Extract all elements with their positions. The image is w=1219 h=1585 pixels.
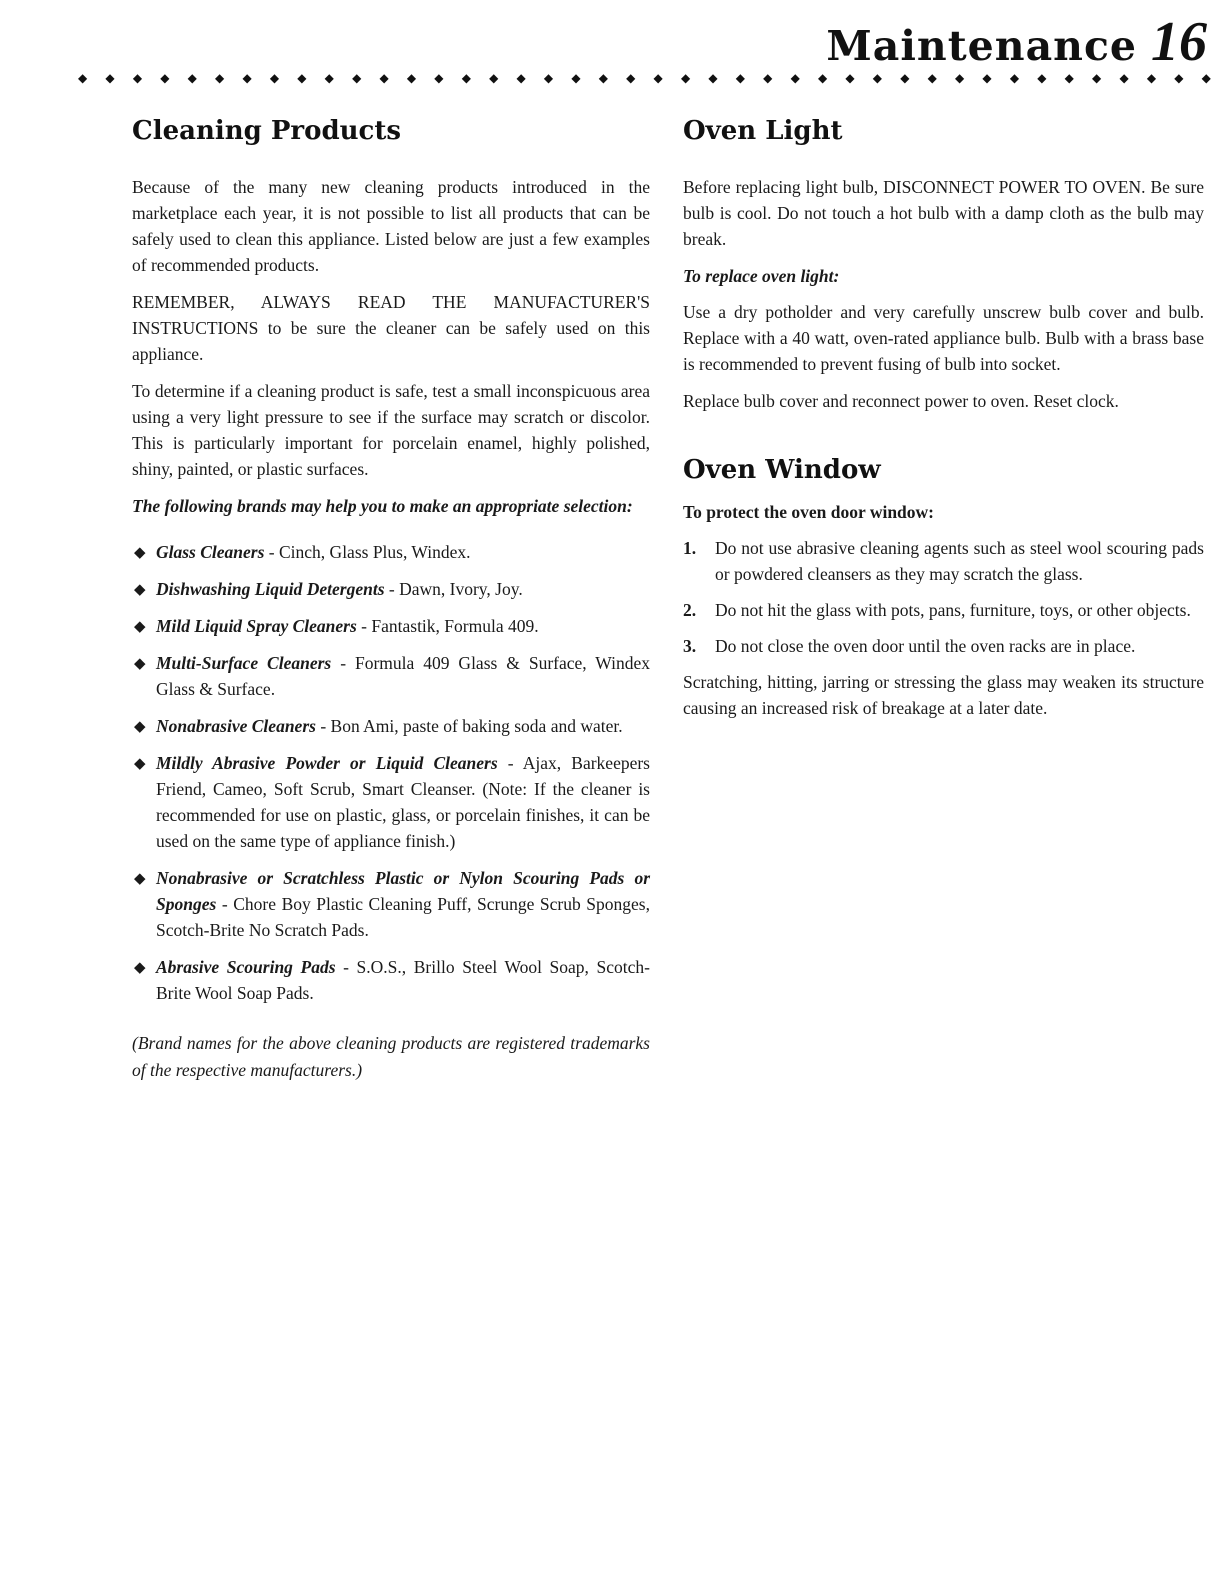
cleaning-products-heading: Cleaning Products (132, 116, 402, 146)
brand-category: Nonabrasive or Scratchless Plastic or Nylon Scouring Pads or Sponges (156, 868, 650, 914)
diamond-icon: ◆ (1064, 71, 1074, 85)
diamond-bullet-icon: ◆ (134, 617, 146, 635)
diamond-bullet-icon: ◆ (134, 958, 146, 976)
step-text: Do not use abrasive cleaning agents such as steel wool scouring pads or powdered cleansers as they may scratch the glass. (715, 538, 1204, 584)
brand-examples: - Ajax, Barkeepers Friend, Cameo, Soft Scrub, Smart Cleanser. (Note: If the cleaner is recommended for use on plastic, glass, or porcelain finishes, it can be used on the same type of appliance finish.) (156, 753, 650, 851)
brand-category: Mildly Abrasive Powder or Liquid Cleaners (156, 753, 498, 773)
oven-window-steps (683, 535, 1204, 659)
diamond-icon: ◆ (1201, 71, 1211, 85)
step-text: Do not hit the glass with pots, pans, furniture, toys, or other objects. (715, 600, 1191, 620)
diamond-icon: ◆ (900, 71, 910, 85)
diamond-icon: ◆ (1009, 71, 1020, 85)
diamond-icon: ◆ (379, 71, 389, 85)
cleaning-products-test: To determine if a cleaning product is safe, test a small inconspicuous area using a very light pressure to see if the surface may scratch or discolor. This is particularly important for porcelain enamel, highly polished, shiny, painted, or plastic surfaces. (132, 381, 650, 479)
list-item (132, 650, 650, 702)
diamond-icon: ◆ (352, 71, 362, 85)
step-number: 2. (683, 600, 697, 620)
diamond-icon: ◆ (1037, 71, 1047, 85)
diamond-bullet-icon: ◆ (134, 543, 146, 561)
diamond-icon: ◆ (790, 71, 800, 85)
diamond-icon: ◆ (78, 71, 88, 85)
diamond-icon: ◆ (1119, 71, 1129, 85)
page-title: Maintenance (826, 22, 1137, 70)
page-number: 16 (1151, 11, 1207, 73)
diamond-bullet-icon: ◆ (134, 754, 146, 772)
brand-examples: - Dawn, Ivory, Joy. (384, 579, 523, 599)
list-item (132, 750, 650, 854)
diamond-icon: ◆ (516, 71, 526, 85)
diamond-icon: ◆ (763, 71, 773, 85)
diamond-icon: ◆ (187, 71, 197, 85)
diamond-bullet-icon: ◆ (134, 869, 146, 887)
diamond-bullet-icon: ◆ (134, 717, 146, 735)
list-item (132, 576, 650, 602)
diamond-icon: ◆ (735, 71, 745, 85)
brand-category: Glass Cleaners (156, 542, 265, 562)
list-item (132, 865, 650, 943)
diamond-icon: ◆ (406, 71, 417, 85)
brands-list (132, 539, 650, 1006)
diamond-icon: ◆ (680, 71, 691, 85)
right-column (683, 116, 1204, 732)
diamond-bullet-icon: ◆ (134, 580, 146, 598)
diamond-icon: ◆ (845, 71, 855, 85)
brand-category: Dishwashing Liquid Detergents (156, 579, 385, 599)
step-number: 3. (683, 636, 697, 656)
oven-light-intro: Before replacing light bulb, DISCONNECT POWER TO OVEN. Be sure bulb is cool. Do not touch a hot bulb with a damp cloth as the bulb may break. (683, 177, 1204, 249)
diamond-icon: ◆ (242, 71, 252, 85)
diamond-icon: ◆ (543, 71, 554, 85)
cleaning-products-remember: REMEMBER, ALWAYS READ THE MANUFACTURER'S INSTRUCTIONS to be sure the cleaner can be safely used on this appliance. (132, 292, 650, 364)
brand-examples: - Formula 409 Glass & Surface, Windex Glass & Surface. (156, 653, 650, 699)
oven-light-step-2: Replace bulb cover and reconnect power to oven. Reset clock. (683, 391, 1119, 411)
page-header (826, 11, 1207, 73)
diamond-icon: ◆ (324, 71, 334, 85)
oven-light-section (683, 116, 1204, 414)
diamond-bullet-icon: ◆ (134, 654, 146, 672)
list-item (683, 597, 1204, 623)
oven-light-step-1: Use a dry potholder and very carefully unscrew bulb cover and bulb. Replace with a 40 watt, oven-rated appliance bulb. Bulb with a brass base is recommended to prevent fusing of bulb into socket. (683, 302, 1204, 374)
list-item (132, 613, 650, 639)
diamond-icon: ◆ (927, 71, 937, 85)
brand-examples: - Chore Boy Plastic Cleaning Puff, Scrunge Scrub Sponges, Scotch-Brite No Scratch Pads. (156, 894, 650, 940)
list-item (132, 713, 650, 739)
oven-light-subhead: To replace oven light: (683, 266, 840, 286)
diamond-icon: ◆ (626, 71, 636, 85)
diamond-icon: ◆ (215, 71, 225, 85)
diamond-icon: ◆ (297, 71, 307, 85)
brand-examples: - Fantastik, Formula 409. (356, 616, 539, 636)
diamond-icon: ◆ (1174, 71, 1184, 85)
diamond-icon: ◆ (817, 71, 828, 85)
diamond-icon: ◆ (598, 71, 608, 85)
brands-lead: The following brands may help you to make an appropriate selection: (132, 496, 633, 516)
cleaning-products-intro: Because of the many new cleaning products introduced in the marketplace each year, it is not possible to list all products that can be safely used to clean this appliance. Listed below are just a few examples of recommended products. (132, 177, 650, 275)
diamond-icon: ◆ (982, 71, 992, 85)
brand-category: Mild Liquid Spray Cleaners (156, 616, 357, 636)
brand-category: Abrasive Scouring Pads (156, 957, 336, 977)
brand-examples: - Cinch, Glass Plus, Windex. (264, 542, 471, 562)
list-item (132, 954, 650, 1006)
oven-window-heading: Oven Window (683, 455, 881, 485)
diamond-icon: ◆ (653, 71, 663, 85)
diamond-icon: ◆ (132, 71, 143, 85)
oven-window-closing: Scratching, hitting, jarring or stressing the glass may weaken its structure causing an increased risk of breakage at a later date. (683, 672, 1204, 718)
diamond-icon: ◆ (489, 71, 499, 85)
step-number: 1. (683, 538, 697, 558)
brand-category: Nonabrasive Cleaners (156, 716, 316, 736)
trademark-footnote: (Brand names for the above cleaning products are registered trademarks of the respective manufacturers.) (132, 1033, 650, 1080)
step-text: Do not close the oven door until the oven racks are in place. (715, 636, 1136, 656)
diamond-icon: ◆ (434, 71, 444, 85)
list-item (683, 535, 1204, 587)
oven-window-section (683, 455, 1204, 721)
diamond-icon: ◆ (708, 71, 718, 85)
oven-window-subhead: To protect the oven door window: (683, 502, 935, 522)
brand-examples: - Bon Ami, paste of baking soda and water. (315, 716, 623, 736)
diamond-icon: ◆ (1092, 71, 1102, 85)
list-item (683, 633, 1204, 659)
diamond-icon: ◆ (269, 71, 280, 85)
diamond-icon: ◆ (105, 71, 115, 85)
brand-examples: - S.O.S., Brillo Steel Wool Soap, Scotch-Brite Wool Soap Pads. (156, 957, 650, 1003)
diamond-icon: ◆ (872, 71, 883, 85)
diamond-icon: ◆ (160, 71, 170, 85)
diamond-icon: ◆ (571, 71, 581, 85)
list-item (132, 539, 650, 565)
brand-category: Multi-Surface Cleaners (156, 653, 332, 673)
diamond-icon: ◆ (955, 71, 965, 85)
diamond-divider (78, 72, 1211, 84)
oven-light-heading: Oven Light (683, 116, 843, 146)
diamond-icon: ◆ (461, 71, 471, 85)
cleaning-products-section (132, 116, 650, 1095)
diamond-icon: ◆ (1146, 71, 1157, 85)
